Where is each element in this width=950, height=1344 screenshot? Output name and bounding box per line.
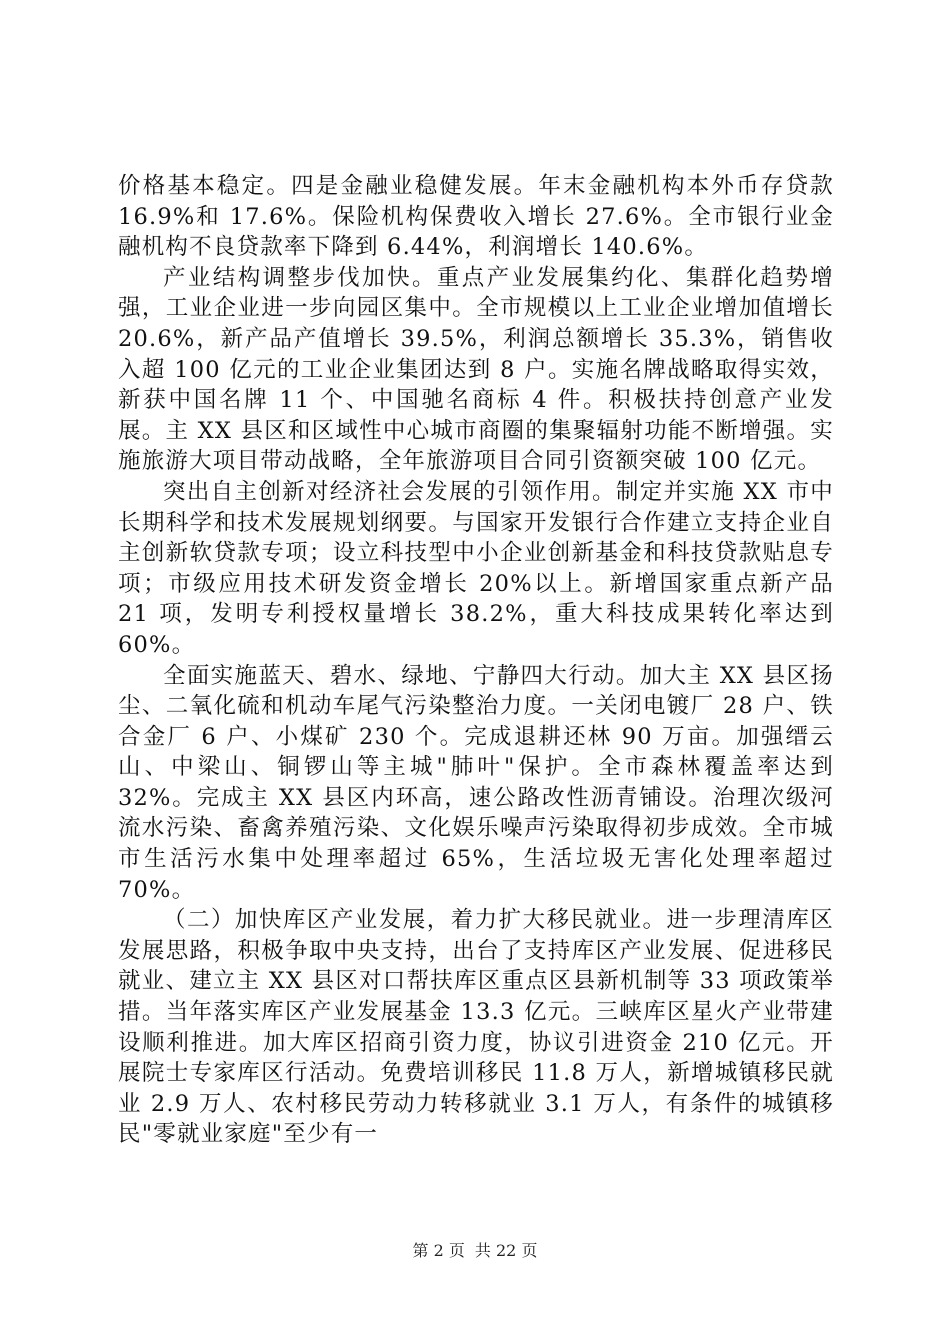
page-number-label: 第 2 页 [412,1241,465,1260]
document-body [118,171,834,1150]
paragraph-5: （二）加快库区产业发展，着力扩大移民就业。进一步理清库区发展思路，积极争取中央支持，出台了支持库区产业发展、促进移民就业、建立主 XX 县区对口帮扶库区重点区县新机制等 33 项政策举措。当年落实库区产业发展基金 13.3 亿元。三峡库区星火产业带建设顺利推进。加大库区招商引资力度，协议引进资金 210 亿元。开展院士专家库区行活动。免费培训移民 11.8 万人，新增城镇移民就业 2.9 万人、农村移民劳动力转移就业 3.1 万人，有条件的城镇移民"零就业家庭"至少有一 [118,907,834,1148]
paragraph-1: 价格基本稳定。四是金融业稳健发展。年末金融机构本外币存贷款 16.9%和 17.6%。保险机构保费收入增长 27.6%。全市银行业金融机构不良贷款率下降到 6.44%，利润增长 140.6%。 [118,173,834,261]
page-total-label: 共 22 页 [474,1241,538,1260]
paragraph-2: 产业结构调整步伐加快。重点产业发展集约化、集群化趋势增强，工业企业进一步向园区集中。全市规模以上工业企业增加值增长 20.6%，新产品产值增长 39.5%，利润总额增长 35.3%，销售收入超 100 亿元的工业企业集团达到 8 户。实施名牌战略取得实效，新获中国名牌 11 个、中国驰名商标 4 件。积极扶持创意产业发展。主 XX 县区和区域性中心城市商圈的集聚辐射功能不断增强。实施旅游大项目带动战略，全年旅游项目合同引资额突破 100 亿元。 [118,264,834,475]
paragraph-4: 全面实施蓝天、碧水、绿地、宁静四大行动。加大主 XX 县区扬尘、二氧化硫和机动车尾气污染整治力度。一关闭电镀厂 28 户、铁合金厂 6 户、小煤矿 230 个。完成退耕还林 90 万亩。加强缙云山、中梁山、铜锣山等主城"肺叶"保护。全市森林覆盖率达到 32%。完成主 XX 县区内环高，速公路改性沥青铺设。治理次级河流水污染、畜禽养殖污染、文化娱乐噪声污染取得初步成效。全市城市生活污水集中处理率超过 65%，生活垃圾无害化处理率超过 70%。 [118,662,834,903]
page-footer [0,1241,950,1261]
paragraph-3: 突出自主创新对经济社会发展的引领作用。制定并实施 XX 市中长期科学和技术发展规划纲要。与国家开发银行合作建立支持企业自主创新软贷款专项；设立科技型中小企业创新基金和科技贷款贴息专项；市级应用技术研发资金增长 20%以上。新增国家重点新产品 21 项，发明专利授权量增长 38.2%，重大科技成果转化率达到 60%。 [118,478,834,658]
